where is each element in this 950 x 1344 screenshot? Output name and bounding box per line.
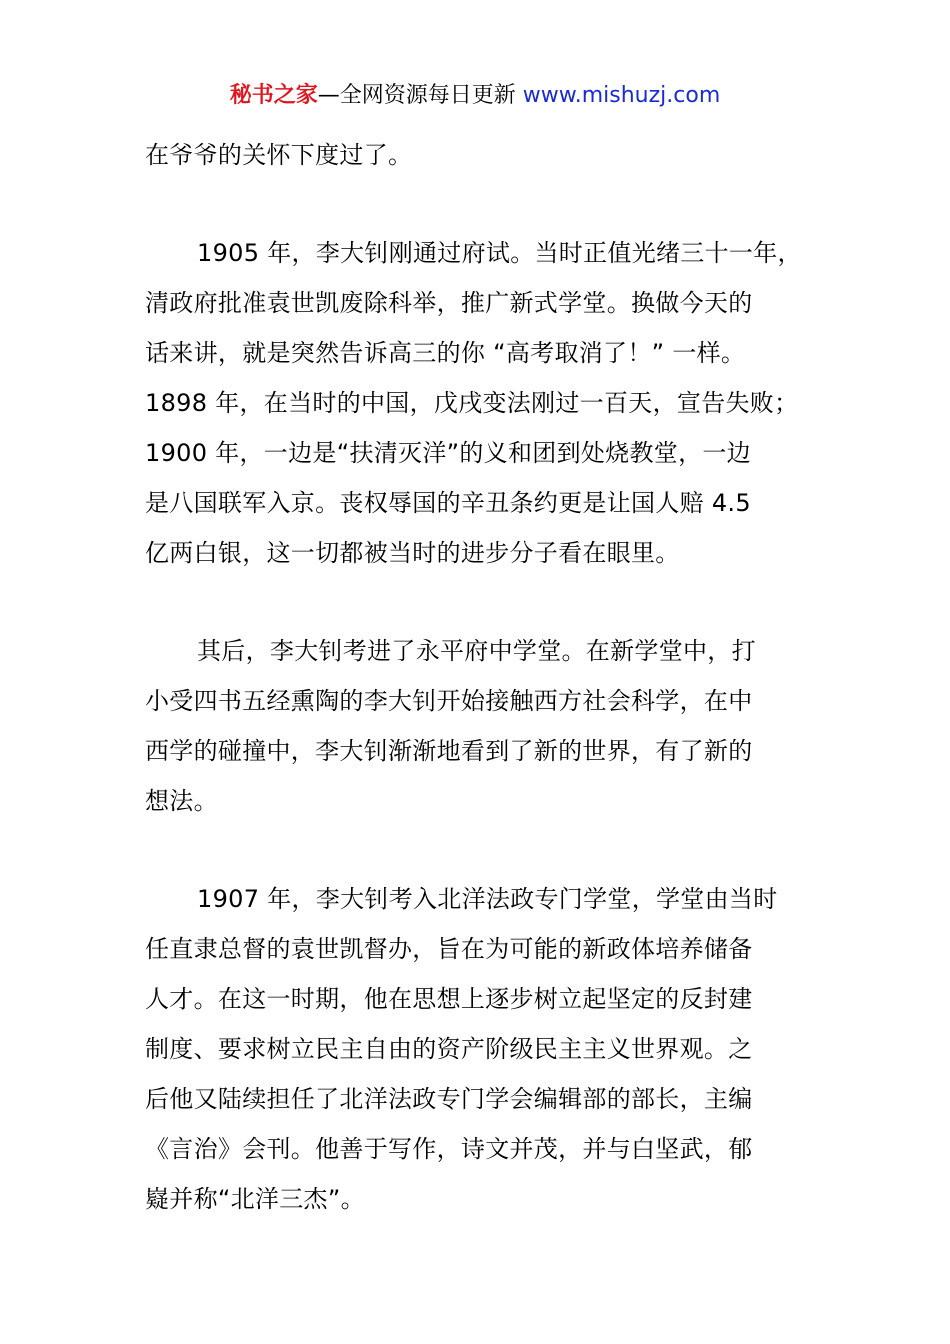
paragraph-line: 在爷爷的关怀下度过了。 bbox=[145, 141, 413, 169]
paragraph-line: 嶷并称“北洋三杰”。 bbox=[145, 1185, 365, 1213]
page-header bbox=[0, 80, 950, 112]
header-tagline: —全网资源每日更新 bbox=[317, 83, 523, 108]
paragraph-gap bbox=[145, 180, 835, 228]
paragraph-line: 《言治》会刊。他善于写作，诗文并茂，并与白坚武，郁 bbox=[145, 1135, 753, 1163]
paragraph-continuation bbox=[145, 130, 835, 180]
paragraph-line: 后他又陆续担任了北洋法政专门学会编辑部的部长，主编 bbox=[145, 1085, 753, 1113]
paragraph-line: 清政府批准袁世凯废除科举，推广新式学堂。换做今天的 bbox=[145, 289, 753, 317]
paragraph-line: 其后，李大钊考进了永平府中学堂。在新学堂中，打 bbox=[197, 637, 756, 665]
paragraph-line: 是八国联军入京。丧权辱国的辛丑条约更是让国人赔 4.5 bbox=[145, 489, 751, 517]
document-body bbox=[145, 130, 835, 1224]
paragraph-line: 亿两白银，这一切都被当时的进步分子看在眼里。 bbox=[145, 539, 680, 567]
paragraph-1907 bbox=[145, 874, 835, 1224]
header-url-link[interactable]: www.mishuzj.com bbox=[522, 83, 721, 108]
paragraph-line: 1898 年，在当时的中国，戊戌变法刚过一百天，宣告失败； bbox=[145, 389, 799, 417]
paragraph-line: 小受四书五经熏陶的李大钊开始接触西方社会科学，在中 bbox=[145, 687, 753, 715]
paragraph-line: 话来讲，就是突然告诉高三的你 “高考取消了！” 一样。 bbox=[145, 339, 746, 367]
paragraph-1905 bbox=[145, 228, 835, 578]
paragraph-line: 想法。 bbox=[145, 787, 218, 815]
paragraph-middle-school bbox=[145, 626, 835, 826]
paragraph-line: 1907 年，李大钊考入北洋法政专门学堂，学堂由当时 bbox=[197, 885, 778, 913]
paragraph-gap bbox=[145, 826, 835, 874]
paragraph-line: 制度、要求树立民主自由的资产阶级民主主义世界观。之 bbox=[145, 1035, 753, 1063]
paragraph-line: 1905 年，李大钊刚通过府试。当时正值光绪三十一年， bbox=[197, 239, 802, 267]
paragraph-line: 西学的碰撞中，李大钊渐渐地看到了新的世界，有了新的 bbox=[145, 737, 753, 765]
paragraph-line: 人才。在这一时期，他在思想上逐步树立起坚定的反封建 bbox=[145, 985, 753, 1013]
paragraph-line: 任直隶总督的袁世凯督办，旨在为可能的新政体培养储备 bbox=[145, 935, 753, 963]
paragraph-line: 1900 年，一边是“扶清灭洋”的义和团到处烧教堂，一边 bbox=[145, 439, 751, 467]
paragraph-gap bbox=[145, 578, 835, 626]
header-brand: 秘书之家 bbox=[229, 83, 318, 108]
